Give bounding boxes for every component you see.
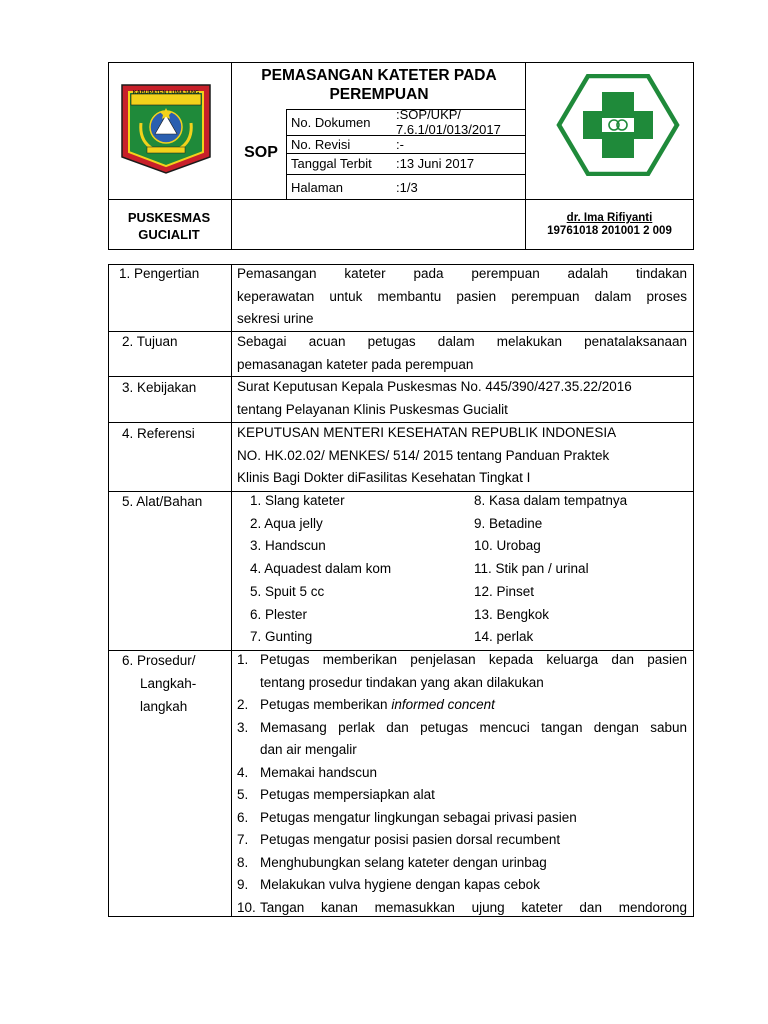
list-item: 1. Petugas memberikan penjelasan kepada keluarga dan pasien [237, 652, 687, 667]
list-item: 9. Melakukan vulva hygiene dengan kapas cebok [237, 877, 540, 892]
label-tujuan: 2. Tujuan [122, 334, 178, 349]
meta-label-revisi: No. Revisi [291, 137, 351, 152]
label-prosedur: 6. Prosedur/ Langkah- langkah [122, 653, 197, 714]
tool-item: 10. Urobag [474, 538, 541, 554]
list-item: 6. Petugas mengatur lingkungan sebagai privasi pasien [237, 809, 577, 825]
list-item: 3. Memasang perlak dan petugas mencuci tangan dengan sabun [237, 719, 687, 735]
procedure-steps: 1. Petugas memberikan penjelasan kepada keluarga dan pasien tentang prosedur tindakan yang akan dilakukan 2. Petugas memberikan informed concent 3. Memasang perlak dan petugas mencuci tangan dengan sabun dan air mengalir 4. Memakai handscun 5. Petugas mempersiapkan alat 6. Petugas mengatur lingkungan sebagai privasi pasien 7. Petugas mengatur posisi pasien dorsal recumbent 8. Menghubungkan selang kateter dengan urinbag 9. Melakukan vulva hygiene dengan kapas cebok 10. Tangan kanan memasukkan ujung kateter dan mendorong [237, 649, 687, 919]
text-tujuan: Sebagai acuan petugas dalam melakukan penatalaksanaan pemasanagan kateter pada perempuan [237, 334, 687, 372]
content-col-divider [231, 264, 232, 917]
logo-left-caption: KABUPATEN LUMAJANG [132, 90, 200, 96]
header-divider-v1 [231, 62, 232, 250]
header-divider-v2 [525, 62, 526, 250]
text-kebijakan: Surat Keputusan Kepala Puskesmas No. 445/390/427.35.22/2016 tentang Pelayanan Klinis Puskesmas Gucialit [237, 379, 632, 417]
tools-list-left [250, 490, 391, 649]
tool-item: 8. Kasa dalam tempatnya [474, 493, 628, 508]
tool-item: 6. Plester [250, 606, 308, 622]
content-border-left [108, 264, 109, 917]
list-item: 7. Petugas mengatur posisi pasien dorsal recumbent [237, 832, 561, 847]
text-referensi: KEPUTUSAN MENTERI KESEHATAN REPUBLIK INDONESIA NO. HK.02.02/ MENKES/ 514/ 2015 tentang Panduan Praktek Klinis Bagi Dokter diFasilitas Kesehatan Tingkat I [237, 425, 617, 485]
label-referensi: 4. Referensi [122, 426, 195, 441]
sop-title-line-1: PEMASANGAN KATETER PADA [261, 67, 497, 84]
content-border-right [693, 264, 694, 917]
sop-label: SOP [244, 144, 278, 161]
meta-value-tanggal: :13 Juni 2017 [396, 156, 475, 171]
meta-value-halaman: :1/3 [396, 180, 418, 195]
tool-item: 13. Bengkok [474, 606, 550, 622]
header-border-top [108, 62, 694, 63]
meta-value-dokumen: :SOP/UKP/ 7.6.1/01/013/2017 [396, 107, 501, 137]
tool-item: 4. Aquadest dalam kom [250, 561, 392, 577]
tools-list-right [474, 490, 627, 649]
text-pengertian: Pemasangan kateter pada perempuan adalah tindakan keperawatan untuk membantu pasien perempuan dalam proses sekresi urine [237, 266, 687, 326]
label-pengertian: 1. Pengertian [119, 266, 200, 281]
tool-item: 12. Pinset [474, 583, 535, 599]
tool-item: 3. Handscun [250, 538, 326, 554]
doctor-signature-block [527, 212, 692, 238]
tool-item: 9. Betadine [474, 515, 543, 531]
sop-title [234, 66, 524, 104]
list-item: 10. Tangan kanan memasukkan ujung kateter dan mendorong [237, 899, 687, 915]
list-item: 8. Menghubungkan selang kateter dengan urinbag [237, 854, 547, 870]
label-kebijakan: 3. Kebijakan [122, 380, 197, 395]
list-item: 2. Petugas memberikan informed concent [237, 697, 495, 712]
tool-item: 5. Spuit 5 cc [250, 583, 325, 599]
meta-row-line-2 [286, 153, 526, 154]
list-item: 5. Petugas mempersiapkan alat [237, 787, 435, 802]
meta-label-tanggal: Tanggal Terbit [291, 156, 372, 171]
header-divider-h [108, 199, 694, 200]
meta-row-line-3 [286, 174, 526, 175]
doctor-name: dr. Ima Rifiyanti [566, 212, 653, 224]
tool-item: 1. Slang kateter [250, 493, 345, 508]
tool-item: 11. Stik pan / urinal [474, 561, 589, 577]
puskesmas-name: PUSKESMAS GUCIALIT [127, 210, 211, 242]
meta-sep-v [286, 109, 287, 200]
puskesmas-logo [555, 74, 681, 176]
meta-value-revisi: :- [396, 137, 404, 152]
header-border-bottom [108, 249, 694, 250]
meta-label-halaman: Halaman [291, 180, 344, 195]
doctor-nip: 19761018 201001 2 009 [547, 225, 672, 237]
sop-title-line-2: PEREMPUAN [329, 86, 429, 103]
label-alat-bahan: 5. Alat/Bahan [122, 494, 203, 509]
list-item: 4. Memakai handscun [237, 764, 378, 780]
meta-label-dokumen: No. Dokumen [291, 115, 371, 130]
tool-item: 14. perlak [474, 629, 534, 645]
tool-item: 2. Aqua jelly [250, 515, 323, 531]
tool-item: 7. Gunting [250, 629, 313, 645]
header-border-left [108, 62, 109, 250]
header-border-right [693, 62, 694, 250]
